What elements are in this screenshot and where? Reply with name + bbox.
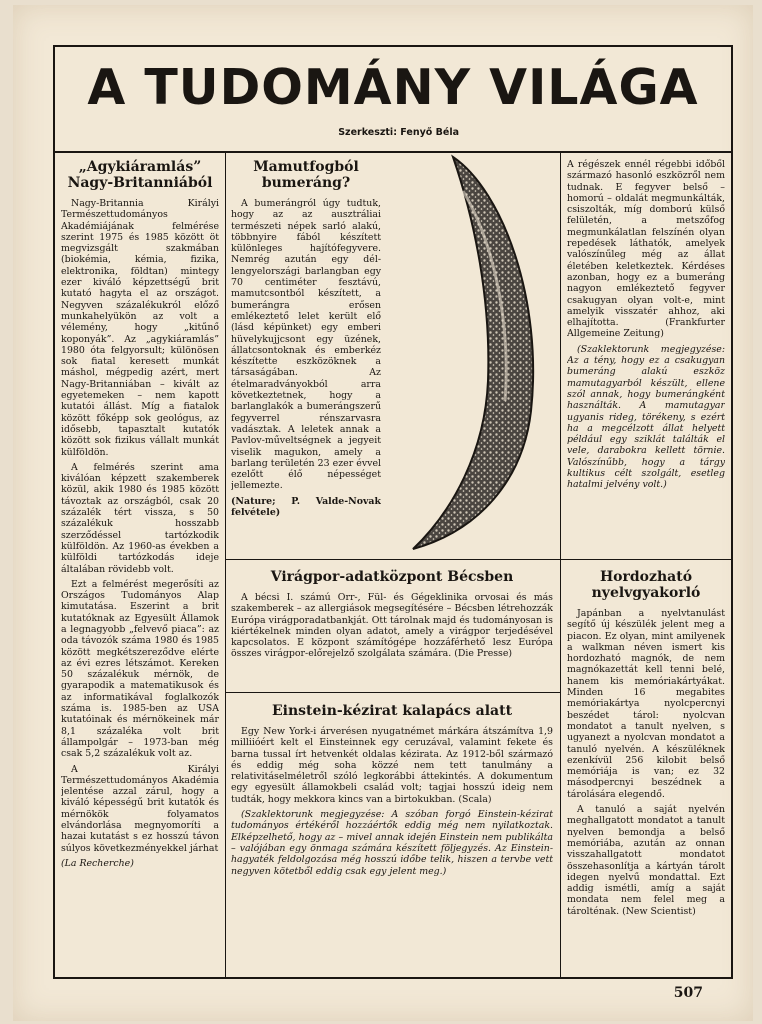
column-rule xyxy=(225,151,226,977)
article-title: Mamutfogból bumeráng? xyxy=(253,159,359,191)
paragraph: Egy New York-i árverésen nyugatnémet márkára átszámítva 1,9 milliióért kelt el Einsteinnek egy ceruzával, valamint fekete és barna tussal írt hetvenkét oldalas kézirata. Az 1912-ből származó és eddig még soha közzé nem tett tanulmány a relativitáselméletről szóló legkorábbi áttekintés. A dokumentum egy egyesült államokbeli család volt; tagjai hosszú ideig nem tudták, hogy mekkora kincs van a birtokukban. (Scala) xyxy=(231,726,553,805)
article-title: Virágpor-adatközpont Bécsben xyxy=(270,569,514,585)
magazine-page xyxy=(13,5,753,1021)
page-number: 507 xyxy=(673,985,703,1001)
section-rule xyxy=(225,692,560,693)
lector-note: (Szaklektorunk megjegyzése: A szóban forgó Einstein-kézirat tudományos értékéről hozzáértők eddig még nem nyilatkoztak. Elképzelhető, hogy az – mivel annak idején Einstein nem publikálta – valójában egy önmaga számára készített följegyzés. Az Einstein-hagyaték feldolgozása még hosszú időbe telik, hiszen a tervbe vett negyven kötetből eddig csak egy jelent meg.) xyxy=(231,809,553,877)
editor-credit: Szerkeszti: Fenyő Béla xyxy=(338,127,459,138)
section-title: A TUDOMÁNY VILÁGA xyxy=(87,59,699,116)
article-title: Einstein-kézirat kalapács alatt xyxy=(271,703,513,719)
article-title: „Agykiáramlás” Nagy-Britanniából xyxy=(67,159,213,191)
mammoth-tusk-boomerang-photo xyxy=(393,151,553,556)
article-mammoth-boomerang-continued xyxy=(567,159,725,555)
lector-note: (Szaklektorunk megjegyzése: Az a tény, hogy ez a csakugyan bumeráng alakú eszköz mamutagyarból készült, ellene szól annak, hogy bumerángként használták. A mamutagyar ugyanis rideg, törékeny, s ezért ha a megcélzott állat helyett például egy sziklát találták el vele, darabokra kellett törnie. Valószínűbb, hogy a tárgy kultikus célt szolgált, esetleg hatalmi jelvény volt.) xyxy=(567,343,725,491)
article-pollen-databank xyxy=(231,569,553,689)
article-language-trainer xyxy=(567,569,725,973)
paragraph: Japánban a nyelvtanulást segítő új készülék jelent meg a piacon. Ez olyan, mint amilyenek a walkman néven ismert kis hordozható magnók, de nem magnókazettát kell tenni belé, hanem kis memóriakártyákat. Minden 16 megabites memóriakártya nyolcpercnyi beszédet tárol: nyolcvan mondatot a tanult nyelven, s ugyanezt a nyolcvan mondatot a tanuló nyelvén. A készüléknek ezenkívül 256 kilobit belső memóriája is van; ez 32 másodpercnyi beszédnek a tárolására elegendő. xyxy=(567,608,725,800)
article-title: Hordozható nyelvgyakorló xyxy=(591,569,701,601)
paragraph: Ezt a felmérést megerősíti az Országos Tudományos Alap kimutatása. Eszerint a brit kutatóknak az Egyesült Államok a legnagyobb „felvevő piaca”: az oda távozók száma 1980 és 1985 között megkétszereződve elérte az évi ezres létszámot. Kereken 50 százalékuk mérnök, de gyarapodik a matematikusok és az informatikával foglalkozók száma is. 1985-ben az USA kutatóinak és mérnökeinek már 8,1 százaléka volt brit állampolgár – 1973-ban még csak 5,2 százalékuk volt az. xyxy=(61,578,219,760)
paragraph: A tanuló a saját nyelvén meghallgatott mondatot a tanult nyelven bemondja a belső memóriába, azután az onnan visszahallgatott mondatot összehasonlítja a kártyán tárolt idegen nyelvű mondattal. Ezt addig ismétli, amíg a saját mondata nem felel meg a tárolténak. (New Scientist) xyxy=(567,804,725,917)
paragraph: A felmérés szerint ama kiválóan képzett szakemberek közül, akik 1980 és 1985 között távoztak az országból, csak 20 százalék tért vissza, s 50 százalékuk hosszabb szerződéssel tartózkodik külföldön. Az 1960-as években a külföldi tartózkodás ideje általában rövidebb volt. xyxy=(61,461,219,575)
article-einstein-manuscript xyxy=(231,703,553,973)
photo-caption: (Nature; P. Valde-Novak felvétele) xyxy=(231,495,381,519)
paragraph: A régészek ennél régebbi időből származó hasonló eszközről nem tudnak. E fegyver belső – homorú – oldalát megmunkálták, csiszolták, míg domború külső felületén, a metszőfog megmunkálatlan felszínén olyan repedések láthatók, amelyek valószínűleg még az állat életében keletkeztek. Kérdéses azonban, hogy ez a bumeráng nagyon emlékeztető fegyver csakugyan olyan volt-e, mint amelyik visszatér ahhoz, aki elhajította. (Frankfurter Allgemeine Zeitung) xyxy=(567,159,725,340)
page-frame xyxy=(53,45,733,979)
paragraph: A bumerángról úgy tudtuk, hogy az az ausztráliai természeti népek sarló alakú, többnyire fából készített különleges hajítófegyvere. Nemrég azután egy dél-lengyelországi barlangban egy 70 centiméter fesztávú, mamutcsontból készített, a bumerángra erősen emlékeztető lelet került elő (lásd képünket) egy emberi hüvelykujjcsont egy üzének, állatcsontoknak és emberkéz készítette eszközöknek a társaságában. Az ételmaradványokból arra következtetnek, hogy a barlanglakók a bumerángszerű fegyverrel rénszarvasra vadásztak. A leletek annak a Pavlov-műveltségnek a jegyeit viselik magukon, amely a barlang területén 23 ezer évvel ezelőtt élő népességet jellemezte. xyxy=(231,198,381,492)
article-mammoth-boomerang xyxy=(231,159,381,555)
paragraph: Nagy-Britannia Királyi Természettudományos Akadémiájának felmérése szerint 1975 és 1985 között öt megvizsgált szakmában (biokémia, kémia, fizika, elektronika, földtan) mintegy ezer kiváló képzettségű brit kutató hagyta el az országot. Negyven százalékukról előző munkahelyükön az volt a vélemény, hogy „kitűnő koponyák”. Az „agykiáramlás” 1980 óta felgyorsult; különösen sok fiatal keresett munkát máshol, mégpedig azért, mert Nagy-Britanniában – kivált az egyetemeken – nem kapott kutatói állást. Míg a fiatalok között főképp sok geológus, az idősebb, tapasztalt kutatók között sok fizikus vállalt munkát külföldön. xyxy=(61,198,219,458)
source-credit: (La Recherche) xyxy=(61,857,134,869)
masthead xyxy=(55,47,731,153)
paragraph: A Királyi Természettudományos Akadémia jelentése azzal zárul, hogy a kiváló képességű brit kutatók és mérnökök folyamatos elvándorlása megnyomoríti a hazai kutatást s ez hosszú távon súlyos következményekkel járhat xyxy=(61,763,219,854)
article-brain-drain xyxy=(61,159,219,977)
column-rule xyxy=(560,151,561,977)
paragraph: A bécsi I. számú Orr-, Fül- és Gégeklinika orvosai és más szakemberek – az allergiások megsegítésére – Bécsben létrehozzák Európa virágporadatbankját. Ott tárolnak majd és tudományosan is kiértékelnek minden olyan adatot, amely a virágpor terjedésével kapcsolatos. E központ számítógépe hozzáférhető lesz Európa összes virágpor-előrejelző szolgálata számára. (Die Presse) xyxy=(231,592,553,660)
section-rule xyxy=(225,559,731,560)
